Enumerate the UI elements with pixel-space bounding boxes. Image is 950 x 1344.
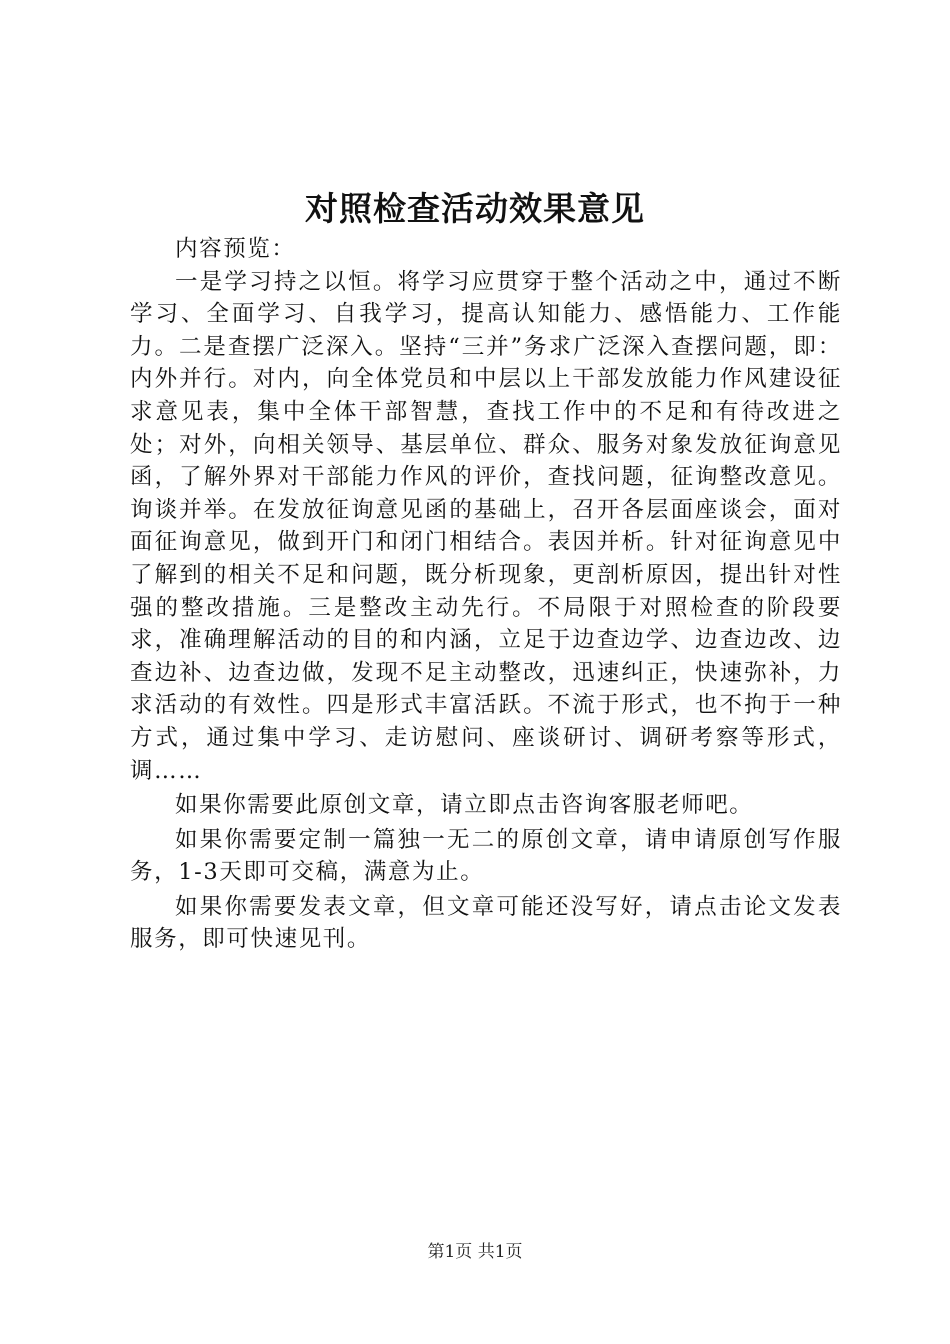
- promo-publish-link[interactable]: 如果你需要发表文章，但文章可能还没写好，请点击论文发表服务，即可快速见刊。: [130, 893, 842, 953]
- document-title: 对照检查活动效果意见: [305, 189, 645, 228]
- preview-label: 内容预览：: [175, 236, 296, 262]
- promo-custom-writing-link[interactable]: 如果你需要定制一篇独一无二的原创文章，请申请原创写作服务，1-3天即可交稿，满意为止。: [130, 826, 842, 886]
- promo-consult-link[interactable]: 如果你需要此原创文章，请立即点击咨询客服老师吧。: [175, 792, 754, 819]
- preview-body: 一是学习持之以恒。将学习应贯穿于整个活动之中，通过不断学习、全面学习、自我学习，提高认知能力、感悟能力、工作能力。二是查摆广泛深入。坚持“三并”务求广泛深入查摆问题，即：内外并行。对内，向全体党员和中层以上干部发放能力作风建设征求意见表，集中全体干部智慧，查找工作中的不足和有待改进之处；对外，向相关领导、基层单位、群众、服务对象发放征询意见函，了解外界对干部能力作风的评价，查找问题，征询整改意见。询谈并举。在发放征询意见函的基础上，召开各层面座谈会，面对面征询意见，做到开门和闭门相结合。表因并析。针对征询意见中了解到的相关不足和问题，既分析现象，更剖析原因，提出针对性强的整改措施。三是整改主动先行。不局限于对照检查的阶段要求，准确理解活动的目的和内涵，立足于边查边学、边查边改、边查边补、边查边做，发现不足主动整改，迅速纠正，快速弥补，力求活动的有效性。四是形式丰富活跃。不流于形式，也不拘于一种方式，通过集中学习、走访慰问、座谈研讨、调研考察等形式，调……: [130, 268, 842, 784]
- document-content: [130, 233, 842, 956]
- page-number: 第1页 共1页: [427, 1242, 523, 1262]
